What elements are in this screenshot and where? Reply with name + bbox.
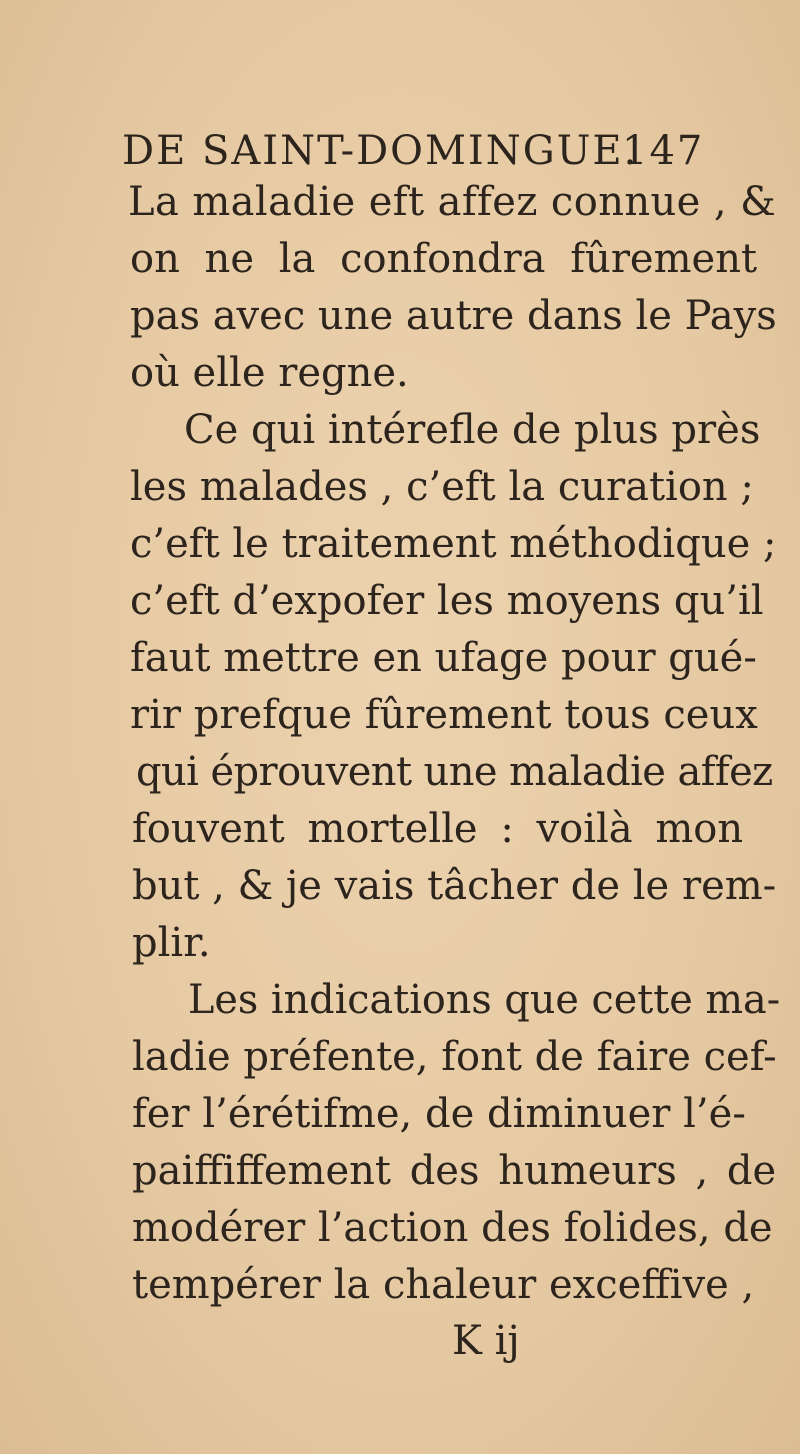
text-line-7: c’eft le traitement méthodique ; — [130, 521, 777, 567]
text-line-18: paiffiffement des humeurs , de — [132, 1148, 777, 1194]
page-number: 147 — [622, 128, 705, 174]
running-title: DE SAINT-DOMINGUE. — [122, 128, 639, 174]
running-head — [122, 128, 705, 184]
text-line-6: les malades , c’eft la curation ; — [130, 464, 754, 510]
text-line-16: ladie préfente, font de faire cef- — [132, 1034, 777, 1080]
text-line-9: faut mettre en ufage pour gué- — [130, 635, 757, 681]
text-line-10: rir prefque fûrement tous ceux — [130, 692, 758, 738]
text-line-12: fouvent mortelle : voilà mon — [132, 806, 744, 852]
signature-mark: K ij — [452, 1318, 520, 1364]
text-line-8: c’eft d’expofer les moyens qu’il — [130, 578, 764, 624]
text-line-14: plir. — [132, 920, 211, 966]
text-line-11: qui éprouvent une maladie affez — [136, 749, 773, 795]
text-line-3: pas avec une autre dans le Pays — [130, 293, 777, 339]
text-line-17: fer l’érétifme, de diminuer l’é- — [132, 1091, 746, 1137]
text-line-2: on ne la confondra fûrement — [130, 236, 758, 282]
text-line-13: but , & je vais tâcher de le rem- — [132, 863, 777, 909]
text-line-20: tempérer la chaleur exceffive , — [132, 1262, 755, 1308]
text-line-4: où elle regne. — [130, 350, 409, 396]
text-line-19: modérer l’action des folides, de — [132, 1205, 773, 1251]
text-line-1: La maladie eft affez connue , & — [128, 179, 777, 225]
text-line-5: Ce qui intérefle de plus près — [184, 407, 761, 453]
text-line-15: Les indications que cette ma- — [188, 977, 781, 1023]
